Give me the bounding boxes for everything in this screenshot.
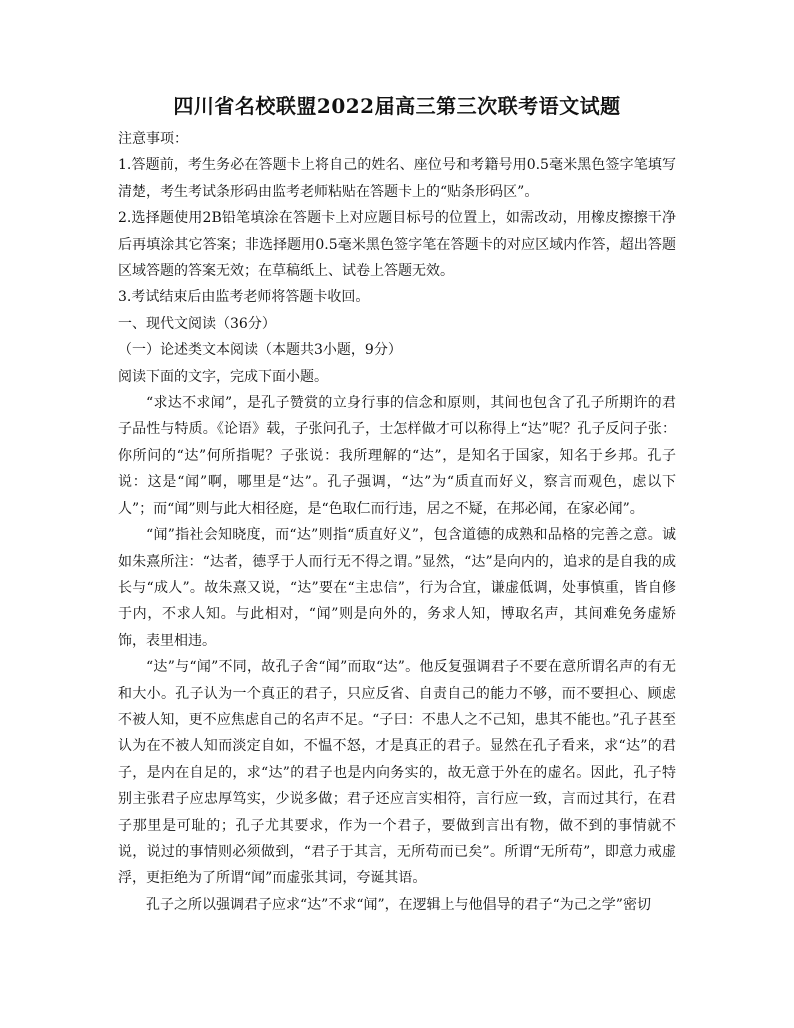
notice-heading: 注意事项： — [118, 131, 188, 147]
page-title: 四川省名校联盟2022届高三第三次联考语文试题 — [173, 94, 621, 118]
notice-item-3: 3.考试结束后由监考老师将答题卡收回。 — [118, 289, 370, 306]
notice-item-2: 2.选择题使用2B铅笔填涂在答题卡上对应题目标号的位置上，如需改动，用橡皮擦擦干净后再填涂其它答案；非选择题用0.5毫米黑色签字笔在答题卡的对应区域内作答，超出答题区域答题的答案无效；在草稿纸上、试卷上答题无效。 — [118, 210, 676, 280]
section-heading: 一、现代文阅读（36分） — [118, 315, 276, 332]
passage-paragraph-3: “达”与“闻”不同，故孔子舍“闻”而取“达”。他反复强调君子不要在意所谓名声的有无和大小。孔子认为一个真正的君子，只应反省、自责自己的能力不够，而不要担心、顾虑不被人知，更不应焦虑自己的名声不足。“子曰：不患人之不己知，患其不能也。”孔子甚至认为在不被人知而淡定自如，不愠不怒，才是真正的君子。显然在孔子看来，求“达”的君子，是内在自足的，求“达”的君子也是内向务实的，故无意于外在的虚名。因此，孔子特别主张君子应忠厚笃实，少说多做；君子还应言实相符，言行应一致，言而过其行，在君子那里是可耻的；孔子尤其要求，作为一个君子，要做到言出有物，做不到的事情就不说，说过的事情则必须做到，“君子于其言，无所苟而已矣”。所谓“无所苟”，即意力戒虚浮，更拒绝为了所谓“闻”而虚张其词，夸诞其语。 — [118, 659, 676, 887]
passage-paragraph-4: 孔子之所以强调君子应求“达”不求“闻”，在逻辑上与他倡导的君子“为己之学”密切 — [146, 896, 651, 913]
section-subheading: （一）论述类文本阅读（本题共3小题，9分） — [118, 342, 402, 359]
reading-instruction: 阅读下面的文字，完成下面小题。 — [118, 368, 328, 385]
passage-paragraph-2: “闻”指社会知晓度，而“达”则指“质直好义”，包含道德的成熟和品格的完善之意。诚如朱熹所注：“达者，德孚于人而行无不得之谓。”显然，“达”是向内的，追求的是自我的成长与“成人”。故朱熹又说，“达”要在“主忠信”，行为合宜，谦虚低调，处事慎重，皆自修于内，不求人知。与此相对，“闻”则是向外的，务求人知，博取名声，其间难免务虚矫饰，表里相违。 — [118, 527, 676, 649]
notice-item-1: 1.答题前，考生务必在答题卡上将自己的姓名、座位号和考籍号用0.5毫米黑色签字笔填写清楚，考生考试条形码由监考老师粘贴在答题卡上的“贴条形码区”。 — [118, 157, 676, 200]
passage-paragraph-1: “求达不求闻”，是孔子赞赏的立身行事的信念和原则，其间也包含了孔子所期许的君子品性与特质。《论语》载，子张问孔子，士怎样做才可以称得上“达”呢？孔子反问子张：你所问的“达”何所指呢？子张说：我所理解的“达”，是知名于国家，知名于乡邦。孔子说：这是“闻”啊，哪里是“达”。孔子强调，“达”为“质直而好义，察言而观色，虑以下人”；而“闻”则与此大相径庭，是“色取仁而行违，居之不疑，在邦必闻，在家必闻”。 — [118, 395, 676, 517]
